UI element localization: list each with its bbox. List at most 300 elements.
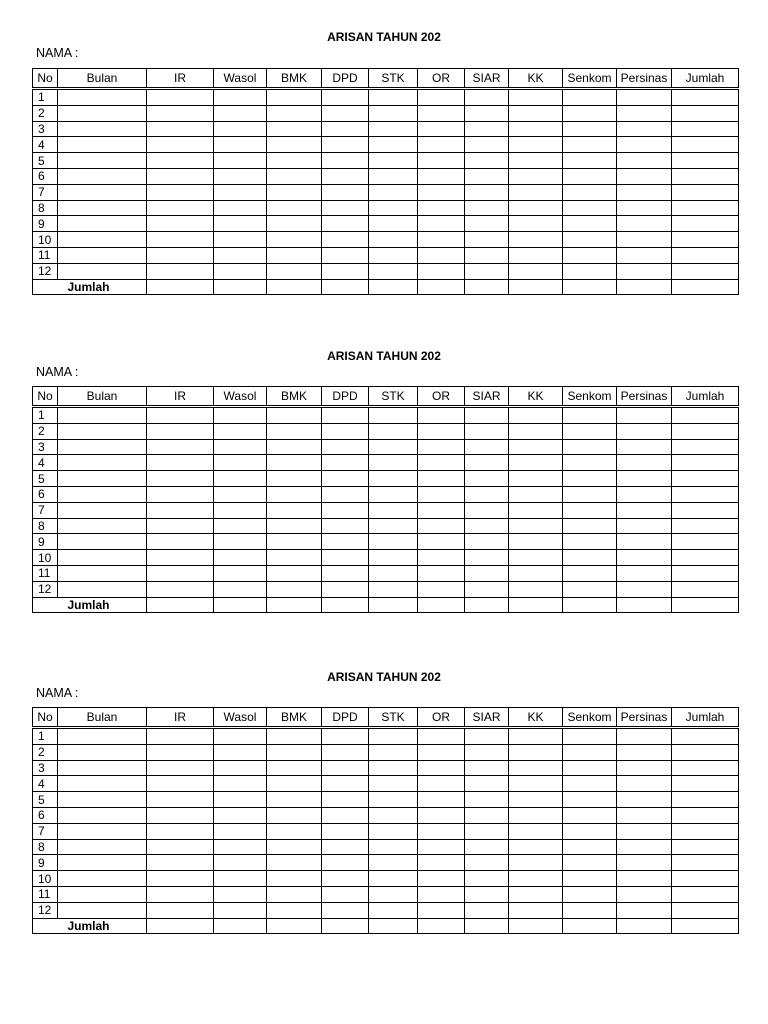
entry-cell[interactable] [147, 855, 214, 871]
entry-cell[interactable] [322, 105, 369, 121]
entry-cell[interactable] [322, 728, 369, 745]
total-cell[interactable] [418, 597, 465, 613]
entry-cell[interactable] [617, 823, 672, 839]
entry-cell[interactable] [672, 439, 739, 455]
entry-cell[interactable] [369, 902, 418, 918]
entry-cell[interactable] [563, 216, 617, 232]
entry-cell[interactable] [563, 105, 617, 121]
entry-cell[interactable] [617, 184, 672, 200]
entry-cell[interactable] [465, 502, 509, 518]
entry-cell[interactable] [147, 121, 214, 137]
entry-cell[interactable] [465, 807, 509, 823]
entry-cell[interactable] [672, 232, 739, 248]
entry-cell[interactable] [509, 471, 563, 487]
entry-cell[interactable] [267, 776, 322, 792]
entry-cell[interactable] [58, 565, 147, 581]
total-cell[interactable] [509, 597, 563, 613]
entry-cell[interactable] [369, 886, 418, 902]
entry-cell[interactable] [418, 184, 465, 200]
entry-cell[interactable] [58, 423, 147, 439]
entry-cell[interactable] [147, 886, 214, 902]
entry-cell[interactable] [369, 550, 418, 566]
entry-cell[interactable] [509, 168, 563, 184]
entry-cell[interactable] [58, 728, 147, 745]
total-cell[interactable] [322, 597, 369, 613]
entry-cell[interactable] [147, 439, 214, 455]
entry-cell[interactable] [214, 216, 267, 232]
entry-cell[interactable] [509, 728, 563, 745]
entry-cell[interactable] [58, 760, 147, 776]
entry-cell[interactable] [58, 184, 147, 200]
entry-cell[interactable] [369, 153, 418, 169]
entry-cell[interactable] [465, 760, 509, 776]
entry-cell[interactable] [58, 776, 147, 792]
entry-cell[interactable] [267, 839, 322, 855]
entry-cell[interactable] [267, 200, 322, 216]
entry-cell[interactable] [267, 247, 322, 263]
entry-cell[interactable] [563, 153, 617, 169]
entry-cell[interactable] [563, 823, 617, 839]
entry-cell[interactable] [563, 839, 617, 855]
total-cell[interactable] [147, 279, 214, 295]
entry-cell[interactable] [418, 728, 465, 745]
entry-cell[interactable] [617, 744, 672, 760]
entry-cell[interactable] [509, 502, 563, 518]
entry-cell[interactable] [672, 486, 739, 502]
entry-cell[interactable] [672, 728, 739, 745]
entry-cell[interactable] [672, 760, 739, 776]
entry-cell[interactable] [418, 792, 465, 808]
entry-cell[interactable] [214, 153, 267, 169]
entry-cell[interactable] [672, 455, 739, 471]
entry-cell[interactable] [369, 423, 418, 439]
entry-cell[interactable] [322, 121, 369, 137]
entry-cell[interactable] [147, 902, 214, 918]
entry-cell[interactable] [617, 89, 672, 106]
entry-cell[interactable] [267, 855, 322, 871]
entry-cell[interactable] [369, 137, 418, 153]
entry-cell[interactable] [58, 792, 147, 808]
entry-cell[interactable] [369, 439, 418, 455]
entry-cell[interactable] [214, 105, 267, 121]
entry-cell[interactable] [617, 776, 672, 792]
entry-cell[interactable] [509, 886, 563, 902]
entry-cell[interactable] [322, 502, 369, 518]
entry-cell[interactable] [322, 518, 369, 534]
entry-cell[interactable] [322, 471, 369, 487]
entry-cell[interactable] [563, 886, 617, 902]
entry-cell[interactable] [147, 486, 214, 502]
entry-cell[interactable] [147, 839, 214, 855]
entry-cell[interactable] [322, 200, 369, 216]
entry-cell[interactable] [369, 247, 418, 263]
entry-cell[interactable] [418, 581, 465, 597]
entry-cell[interactable] [58, 502, 147, 518]
entry-cell[interactable] [322, 247, 369, 263]
total-cell[interactable] [617, 597, 672, 613]
entry-cell[interactable] [509, 216, 563, 232]
entry-cell[interactable] [563, 407, 617, 424]
entry-cell[interactable] [563, 168, 617, 184]
entry-cell[interactable] [322, 565, 369, 581]
entry-cell[interactable] [267, 184, 322, 200]
total-cell[interactable] [563, 918, 617, 934]
entry-cell[interactable] [322, 792, 369, 808]
entry-cell[interactable] [214, 823, 267, 839]
entry-cell[interactable] [617, 855, 672, 871]
entry-cell[interactable] [369, 855, 418, 871]
entry-cell[interactable] [465, 776, 509, 792]
entry-cell[interactable] [214, 886, 267, 902]
entry-cell[interactable] [509, 153, 563, 169]
entry-cell[interactable] [214, 502, 267, 518]
total-cell[interactable] [672, 597, 739, 613]
total-cell[interactable] [214, 279, 267, 295]
total-cell[interactable] [369, 597, 418, 613]
entry-cell[interactable] [465, 902, 509, 918]
entry-cell[interactable] [563, 581, 617, 597]
entry-cell[interactable] [418, 744, 465, 760]
entry-cell[interactable] [509, 439, 563, 455]
entry-cell[interactable] [617, 471, 672, 487]
entry-cell[interactable] [147, 807, 214, 823]
entry-cell[interactable] [214, 760, 267, 776]
entry-cell[interactable] [509, 247, 563, 263]
entry-cell[interactable] [267, 581, 322, 597]
entry-cell[interactable] [617, 792, 672, 808]
entry-cell[interactable] [214, 581, 267, 597]
entry-cell[interactable] [322, 439, 369, 455]
entry-cell[interactable] [147, 455, 214, 471]
entry-cell[interactable] [369, 216, 418, 232]
entry-cell[interactable] [418, 565, 465, 581]
entry-cell[interactable] [322, 760, 369, 776]
entry-cell[interactable] [418, 855, 465, 871]
entry-cell[interactable] [322, 407, 369, 424]
entry-cell[interactable] [617, 439, 672, 455]
entry-cell[interactable] [369, 760, 418, 776]
entry-cell[interactable] [617, 407, 672, 424]
entry-cell[interactable] [509, 263, 563, 279]
entry-cell[interactable] [509, 89, 563, 106]
entry-cell[interactable] [267, 455, 322, 471]
total-cell[interactable] [418, 918, 465, 934]
entry-cell[interactable] [214, 121, 267, 137]
entry-cell[interactable] [672, 823, 739, 839]
entry-cell[interactable] [418, 534, 465, 550]
entry-cell[interactable] [418, 839, 465, 855]
entry-cell[interactable] [617, 200, 672, 216]
total-cell[interactable] [617, 279, 672, 295]
entry-cell[interactable] [322, 216, 369, 232]
entry-cell[interactable] [617, 565, 672, 581]
entry-cell[interactable] [58, 902, 147, 918]
entry-cell[interactable] [617, 121, 672, 137]
entry-cell[interactable] [672, 902, 739, 918]
entry-cell[interactable] [214, 792, 267, 808]
entry-cell[interactable] [465, 486, 509, 502]
entry-cell[interactable] [465, 200, 509, 216]
entry-cell[interactable] [418, 486, 465, 502]
entry-cell[interactable] [267, 232, 322, 248]
entry-cell[interactable] [58, 839, 147, 855]
entry-cell[interactable] [617, 486, 672, 502]
entry-cell[interactable] [147, 518, 214, 534]
entry-cell[interactable] [672, 137, 739, 153]
total-cell[interactable] [147, 597, 214, 613]
entry-cell[interactable] [672, 168, 739, 184]
entry-cell[interactable] [369, 471, 418, 487]
entry-cell[interactable] [58, 807, 147, 823]
entry-cell[interactable] [509, 871, 563, 887]
entry-cell[interactable] [214, 184, 267, 200]
entry-cell[interactable] [617, 455, 672, 471]
entry-cell[interactable] [147, 216, 214, 232]
entry-cell[interactable] [563, 728, 617, 745]
entry-cell[interactable] [214, 232, 267, 248]
entry-cell[interactable] [563, 792, 617, 808]
entry-cell[interactable] [563, 439, 617, 455]
entry-cell[interactable] [509, 518, 563, 534]
entry-cell[interactable] [418, 137, 465, 153]
entry-cell[interactable] [418, 263, 465, 279]
entry-cell[interactable] [147, 565, 214, 581]
entry-cell[interactable] [58, 855, 147, 871]
entry-cell[interactable] [672, 153, 739, 169]
entry-cell[interactable] [267, 153, 322, 169]
entry-cell[interactable] [563, 550, 617, 566]
entry-cell[interactable] [322, 137, 369, 153]
entry-cell[interactable] [58, 534, 147, 550]
entry-cell[interactable] [214, 200, 267, 216]
entry-cell[interactable] [147, 407, 214, 424]
entry-cell[interactable] [214, 839, 267, 855]
entry-cell[interactable] [509, 807, 563, 823]
entry-cell[interactable] [214, 565, 267, 581]
entry-cell[interactable] [214, 137, 267, 153]
entry-cell[interactable] [369, 407, 418, 424]
entry-cell[interactable] [563, 89, 617, 106]
entry-cell[interactable] [214, 407, 267, 424]
entry-cell[interactable] [672, 855, 739, 871]
entry-cell[interactable] [418, 760, 465, 776]
entry-cell[interactable] [322, 581, 369, 597]
entry-cell[interactable] [617, 247, 672, 263]
entry-cell[interactable] [147, 137, 214, 153]
entry-cell[interactable] [418, 902, 465, 918]
entry-cell[interactable] [672, 792, 739, 808]
entry-cell[interactable] [147, 423, 214, 439]
entry-cell[interactable] [418, 407, 465, 424]
entry-cell[interactable] [509, 839, 563, 855]
entry-cell[interactable] [563, 137, 617, 153]
entry-cell[interactable] [147, 105, 214, 121]
entry-cell[interactable] [672, 807, 739, 823]
entry-cell[interactable] [418, 89, 465, 106]
entry-cell[interactable] [563, 423, 617, 439]
entry-cell[interactable] [58, 871, 147, 887]
entry-cell[interactable] [465, 471, 509, 487]
entry-cell[interactable] [58, 105, 147, 121]
entry-cell[interactable] [509, 407, 563, 424]
entry-cell[interactable] [58, 121, 147, 137]
entry-cell[interactable] [147, 200, 214, 216]
entry-cell[interactable] [617, 871, 672, 887]
entry-cell[interactable] [58, 263, 147, 279]
entry-cell[interactable] [267, 807, 322, 823]
entry-cell[interactable] [617, 518, 672, 534]
entry-cell[interactable] [465, 137, 509, 153]
entry-cell[interactable] [58, 886, 147, 902]
entry-cell[interactable] [418, 247, 465, 263]
entry-cell[interactable] [214, 855, 267, 871]
entry-cell[interactable] [322, 89, 369, 106]
total-cell[interactable] [214, 597, 267, 613]
entry-cell[interactable] [267, 902, 322, 918]
entry-cell[interactable] [509, 550, 563, 566]
entry-cell[interactable] [563, 776, 617, 792]
total-cell[interactable] [465, 279, 509, 295]
entry-cell[interactable] [58, 232, 147, 248]
entry-cell[interactable] [509, 744, 563, 760]
entry-cell[interactable] [147, 776, 214, 792]
total-cell[interactable] [563, 279, 617, 295]
entry-cell[interactable] [322, 744, 369, 760]
entry-cell[interactable] [465, 184, 509, 200]
entry-cell[interactable] [369, 792, 418, 808]
entry-cell[interactable] [617, 232, 672, 248]
entry-cell[interactable] [147, 871, 214, 887]
entry-cell[interactable] [147, 534, 214, 550]
entry-cell[interactable] [509, 232, 563, 248]
entry-cell[interactable] [214, 471, 267, 487]
entry-cell[interactable] [214, 423, 267, 439]
entry-cell[interactable] [465, 153, 509, 169]
entry-cell[interactable] [465, 455, 509, 471]
entry-cell[interactable] [58, 471, 147, 487]
entry-cell[interactable] [509, 200, 563, 216]
entry-cell[interactable] [617, 534, 672, 550]
total-cell[interactable] [465, 597, 509, 613]
entry-cell[interactable] [509, 423, 563, 439]
entry-cell[interactable] [509, 581, 563, 597]
entry-cell[interactable] [58, 439, 147, 455]
total-cell[interactable] [214, 918, 267, 934]
entry-cell[interactable] [509, 184, 563, 200]
entry-cell[interactable] [58, 89, 147, 106]
entry-cell[interactable] [465, 744, 509, 760]
entry-cell[interactable] [147, 581, 214, 597]
entry-cell[interactable] [369, 121, 418, 137]
entry-cell[interactable] [214, 89, 267, 106]
entry-cell[interactable] [672, 263, 739, 279]
entry-cell[interactable] [617, 839, 672, 855]
entry-cell[interactable] [58, 216, 147, 232]
entry-cell[interactable] [465, 105, 509, 121]
entry-cell[interactable] [509, 105, 563, 121]
entry-cell[interactable] [563, 518, 617, 534]
entry-cell[interactable] [369, 807, 418, 823]
entry-cell[interactable] [147, 184, 214, 200]
entry-cell[interactable] [418, 153, 465, 169]
entry-cell[interactable] [672, 407, 739, 424]
entry-cell[interactable] [465, 728, 509, 745]
entry-cell[interactable] [214, 455, 267, 471]
entry-cell[interactable] [369, 168, 418, 184]
entry-cell[interactable] [58, 407, 147, 424]
entry-cell[interactable] [672, 565, 739, 581]
entry-cell[interactable] [214, 744, 267, 760]
entry-cell[interactable] [617, 902, 672, 918]
entry-cell[interactable] [418, 776, 465, 792]
entry-cell[interactable] [369, 776, 418, 792]
entry-cell[interactable] [418, 502, 465, 518]
entry-cell[interactable] [418, 455, 465, 471]
entry-cell[interactable] [418, 550, 465, 566]
entry-cell[interactable] [418, 423, 465, 439]
entry-cell[interactable] [465, 263, 509, 279]
entry-cell[interactable] [418, 823, 465, 839]
entry-cell[interactable] [214, 439, 267, 455]
entry-cell[interactable] [418, 471, 465, 487]
entry-cell[interactable] [617, 807, 672, 823]
entry-cell[interactable] [369, 232, 418, 248]
entry-cell[interactable] [563, 184, 617, 200]
entry-cell[interactable] [418, 200, 465, 216]
entry-cell[interactable] [617, 581, 672, 597]
entry-cell[interactable] [672, 534, 739, 550]
entry-cell[interactable] [563, 807, 617, 823]
entry-cell[interactable] [214, 550, 267, 566]
entry-cell[interactable] [563, 855, 617, 871]
entry-cell[interactable] [465, 534, 509, 550]
entry-cell[interactable] [322, 423, 369, 439]
entry-cell[interactable] [147, 232, 214, 248]
total-cell[interactable] [322, 279, 369, 295]
entry-cell[interactable] [509, 565, 563, 581]
entry-cell[interactable] [465, 871, 509, 887]
total-cell[interactable] [418, 279, 465, 295]
total-cell[interactable] [617, 918, 672, 934]
entry-cell[interactable] [418, 886, 465, 902]
entry-cell[interactable] [322, 184, 369, 200]
entry-cell[interactable] [672, 247, 739, 263]
entry-cell[interactable] [322, 871, 369, 887]
entry-cell[interactable] [369, 565, 418, 581]
entry-cell[interactable] [418, 439, 465, 455]
entry-cell[interactable] [322, 839, 369, 855]
entry-cell[interactable] [369, 89, 418, 106]
entry-cell[interactable] [465, 565, 509, 581]
entry-cell[interactable] [672, 216, 739, 232]
total-cell[interactable] [267, 918, 322, 934]
entry-cell[interactable] [322, 232, 369, 248]
entry-cell[interactable] [563, 455, 617, 471]
entry-cell[interactable] [465, 423, 509, 439]
entry-cell[interactable] [563, 121, 617, 137]
entry-cell[interactable] [465, 855, 509, 871]
entry-cell[interactable] [418, 216, 465, 232]
entry-cell[interactable] [267, 89, 322, 106]
entry-cell[interactable] [58, 200, 147, 216]
entry-cell[interactable] [465, 89, 509, 106]
entry-cell[interactable] [563, 871, 617, 887]
entry-cell[interactable] [509, 455, 563, 471]
entry-cell[interactable] [509, 760, 563, 776]
total-cell[interactable] [369, 918, 418, 934]
entry-cell[interactable] [322, 168, 369, 184]
entry-cell[interactable] [617, 502, 672, 518]
